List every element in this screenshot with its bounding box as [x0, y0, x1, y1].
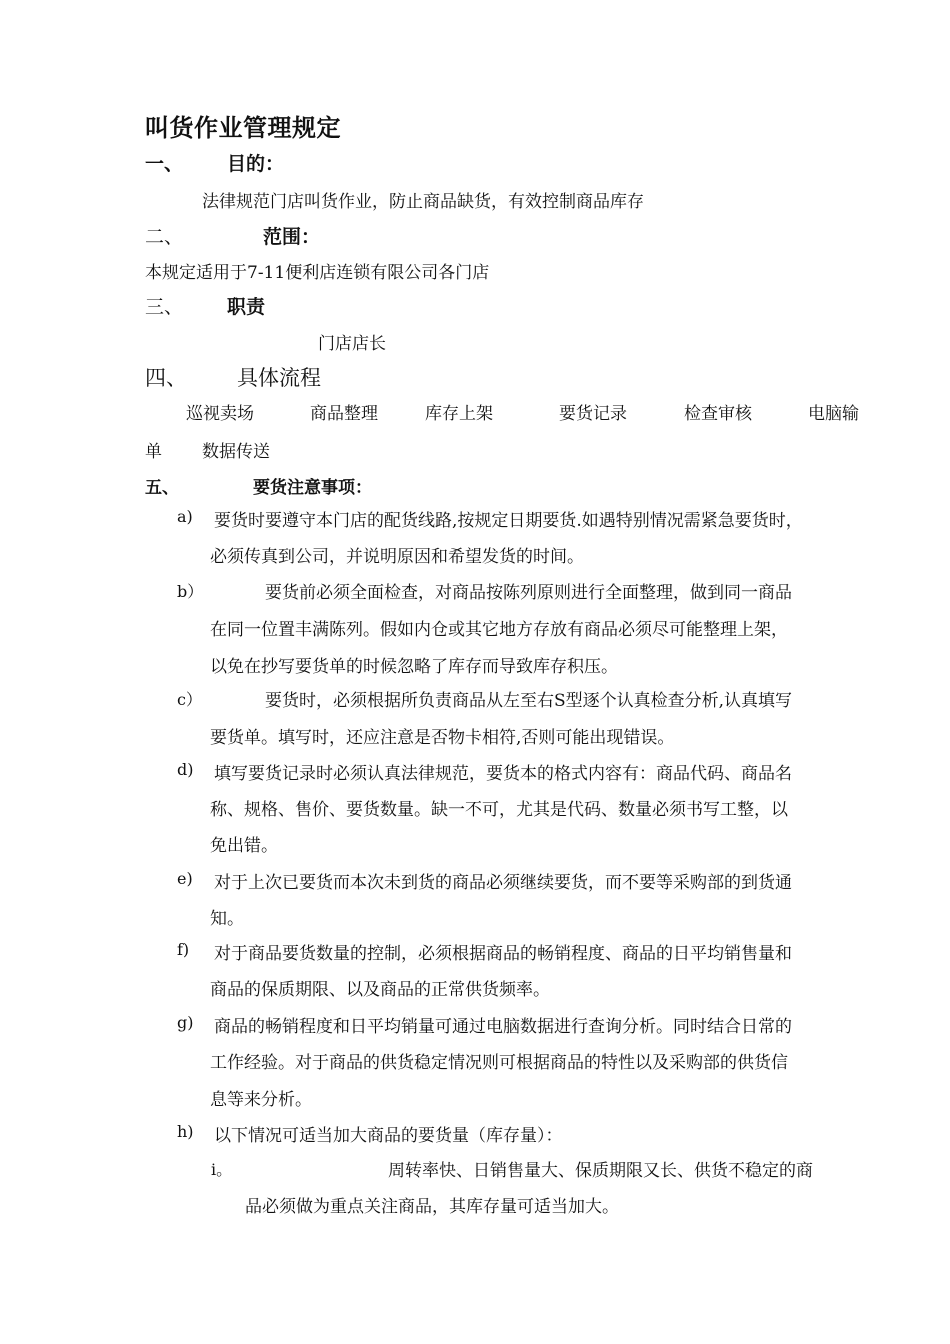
- note-f-line: 对于商品要货数量的控制，必须根据商品的畅销程度、商品的日平均销售量和: [214, 944, 792, 964]
- note-d-line: 填写要货记录时必须认真法律规范，要货本的格式内容有：商品代码、商品名: [214, 764, 792, 784]
- note-c-label: c）: [177, 690, 202, 709]
- flow-step: 巡视卖场: [186, 404, 254, 424]
- flow-step: 检查审核: [684, 404, 752, 424]
- note-g-line: 工作经验。对于商品的供货稳定情况则可根据商品的特性以及采购部的供货信: [210, 1053, 788, 1073]
- section-3-number: 三、: [145, 296, 184, 318]
- note-e-line: 对于上次已要货而本次未到货的商品必须继续要货，而不要等采购部的到货通: [214, 873, 792, 893]
- note-f-line: 商品的保质期限、以及商品的正常供货频率。: [210, 980, 550, 1000]
- note-b-line: 要货前必须全面检查，对商品按陈列原则进行全面整理，做到同一商品: [265, 583, 792, 603]
- flow-step: 要货记录: [559, 404, 627, 424]
- note-d-line: 免出错。: [210, 836, 278, 856]
- subnote-i-line: 品必须做为重点关注商品，其库存量可适当加大。: [245, 1197, 619, 1217]
- note-h-line: 以下情况可适当加大商品的要货量（库存量）：: [214, 1126, 563, 1146]
- note-g-label: g): [177, 1013, 194, 1032]
- section-1-body: 法律规范门店叫货作业，防止商品缺货，有效控制商品库存: [202, 192, 644, 212]
- section-2-body: 本规定适用于7-11便利店连锁有限公司各门店: [145, 263, 490, 283]
- note-h-label: h): [177, 1122, 194, 1141]
- note-e-line: 知。: [210, 909, 244, 929]
- note-b-label: b）: [177, 582, 204, 601]
- section-4-heading: 具体流程: [237, 366, 321, 390]
- note-b-line: 在同一位置丰满陈列。假如内仓或其它地方存放有商品必须尽可能整理上架，: [210, 620, 788, 640]
- section-5-number: 五、: [145, 478, 179, 498]
- note-c-line: 要货单。填写时，还应注意是否物卡相符,否则可能出现错误。: [210, 728, 675, 748]
- section-3-body: 门店店长: [318, 334, 386, 354]
- note-b-line: 以免在抄写要货单的时候忽略了库存而导致库存积压。: [210, 657, 618, 677]
- subnote-i-line: 周转率快、日销售量大、保质期限又长、供货不稳定的商: [388, 1161, 813, 1181]
- section-1-number: 一、: [145, 153, 184, 175]
- note-c-line: 要货时，必须根据所负责商品从左至右S型逐个认真检查分析,认真填写: [265, 691, 793, 711]
- document-title: 叫货作业管理规定: [145, 114, 341, 142]
- note-a-label: a): [177, 507, 193, 526]
- section-3-heading: 职责: [227, 296, 266, 318]
- note-a-line: 要货时要遵守本门店的配货线路,按规定日期要货.如遇特别情况需紧急要货时，: [214, 511, 803, 531]
- section-5-heading: 要货注意事项：: [253, 478, 372, 498]
- section-2-heading: 范围：: [263, 226, 321, 248]
- flow-step: 库存上架: [425, 404, 493, 424]
- flow-step: 数据传送: [202, 442, 270, 462]
- section-1-heading: 目的：: [227, 153, 285, 175]
- section-2-number: 二、: [145, 226, 184, 248]
- note-g-line: 商品的畅销程度和日平均销量可通过电脑数据进行查询分析。同时结合日常的: [214, 1017, 792, 1037]
- flow-step: 商品整理: [310, 404, 378, 424]
- note-e-label: e): [177, 869, 193, 888]
- subnote-i-label: i。: [211, 1160, 233, 1179]
- note-d-label: d): [177, 760, 194, 779]
- note-g-line: 息等来分析。: [210, 1090, 312, 1110]
- note-d-line: 称、规格、售价、要货数量。缺一不可，尤其是代码、数量必须书写工整，以: [210, 800, 788, 820]
- flow-step: 电脑输: [808, 404, 859, 424]
- section-4-number: 四、: [145, 366, 187, 390]
- note-a-line: 必须传真到公司，并说明原因和希望发货的时间。: [210, 547, 584, 567]
- flow-step: 单: [145, 442, 162, 462]
- note-f-label: f): [177, 940, 190, 959]
